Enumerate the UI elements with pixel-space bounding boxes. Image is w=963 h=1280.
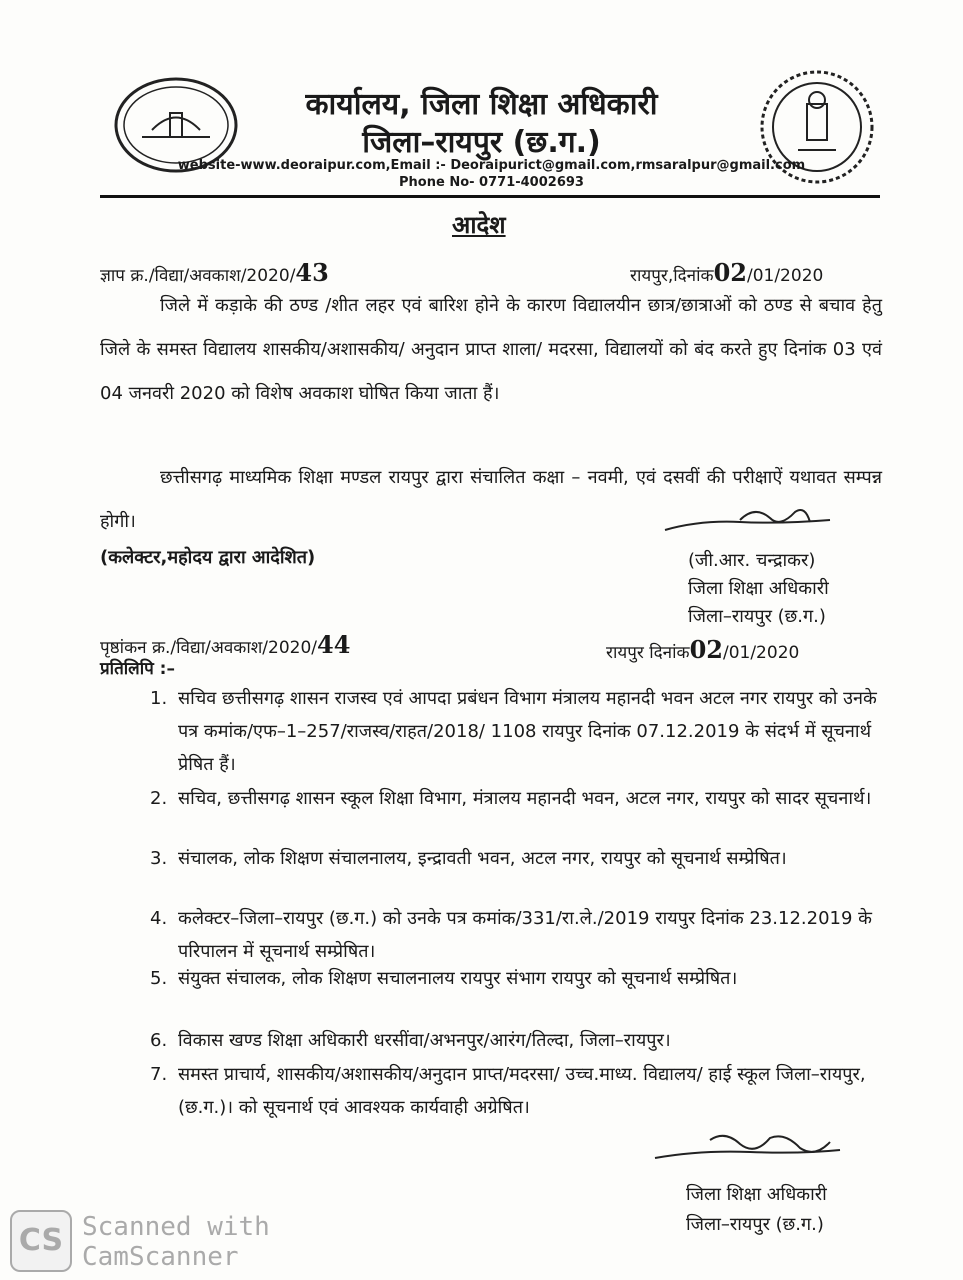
- list-item: [150, 1024, 880, 1057]
- list-item-number: 7.: [150, 1064, 168, 1085]
- list-item-number: 1.: [150, 688, 168, 709]
- list-item-text: समस्त प्राचार्य, शासकीय/अशासकीय/अनुदान प्राप्त/मदरसा/ उच्च.माध्य. विद्यालय/ हाई स्कूल जिला–रायपुर, (छ.ग.)। को सूचनार्थ एवं आवश्यक कार्यवाही अग्रेषित।: [178, 1064, 866, 1118]
- signatory-title: जिला शिक्षा अधिकारी: [688, 578, 829, 599]
- order-date-suffix: /01/2020: [746, 266, 824, 286]
- contact-line: website-www.deoraipur.com,Email :- Deoraipurict@gmail.com,rmsaralpur@gmail.com: [177, 158, 806, 173]
- camscanner-logo: CS: [10, 1210, 72, 1272]
- signature-2: [650, 1128, 850, 1172]
- signatory-district: जिला–रायपुर (छ.ग.): [688, 606, 826, 627]
- order-reference: [100, 258, 329, 287]
- list-item: [150, 902, 880, 968]
- endorsement-signatory-district: जिला–रायपुर (छ.ग.): [686, 1214, 824, 1235]
- endorsement-date-handwritten: 02: [689, 635, 723, 664]
- endorsement-date-prefix: रायपुर दिनांक: [606, 643, 690, 663]
- copy-label: प्रतिलिपि :–: [100, 659, 175, 679]
- list-item: [150, 1058, 880, 1124]
- endorsement-date-suffix: /01/2020: [722, 643, 800, 663]
- list-item: [150, 682, 880, 781]
- endorsement-reference-handwritten: 44: [317, 630, 351, 659]
- list-item-text: विकास खण्ड शिक्षा अधिकारी धरसींवा/अभनपुर/आरंग/तिल्दा, जिला–रायपुर।: [178, 1030, 671, 1051]
- signatory-name: (जी.आर. चन्द्राकर): [688, 550, 816, 571]
- list-item-number: 4.: [150, 908, 168, 929]
- office-title: कार्यालय, जिला शिक्षा अधिकारी: [305, 87, 658, 122]
- order-paragraph-1: जिले में कड़ाके की ठण्ड /शीत लहर एवं बारिश होने के कारण विद्यालयीन छात्र/छात्राओं को ठण्ड से बचाव हेतु जिले के समस्त विद्यालय शासकीय/अशासकीय/ अनुदान प्राप्त शाला/ मदरसा, विद्यालयों को बंद करते हुए दिनांक 03 एवं 04 जनवरी 2020 को विशेष अवकाश घोषित किया जाता हैं।: [100, 295, 882, 404]
- signature-1: [660, 500, 840, 549]
- order-paragraph-2: छत्तीसगढ़ माध्यमिक शिक्षा मण्डल रायपुर द्वारा संचालित कक्षा – नवमी, एवं दसवीं की परीक्षाऐं यथावत सम्पन्न होगी।: [100, 467, 882, 532]
- watermark-line-1: Scanned with: [82, 1212, 270, 1242]
- list-item-text: संचालक, लोक शिक्षण संचालनालय, इन्द्रावती भवन, अटल नगर, रायपुर को सूचनार्थ सम्प्रेषित।: [178, 848, 787, 869]
- endorsement-date: [606, 635, 799, 664]
- order-date: [630, 258, 823, 287]
- watermark-line-2: CamScanner: [82, 1242, 239, 1272]
- endorsement-reference-text: पृष्ठांकन क्र./विद्या/अवकाश/2020/: [100, 638, 318, 658]
- list-item-text: संयुक्त संचालक, लोक शिक्षण सचालनालय रायपुर संभाग रायपुर को सूचनार्थ सम्प्रेषित।: [178, 968, 738, 989]
- endorsement-signatory-title: जिला शिक्षा अधिकारी: [686, 1184, 827, 1205]
- list-item-text: सचिव छत्तीसगढ़ शासन राजस्व एवं आपदा प्रबंधन विभाग मंत्रालय महानदी भवन अटल नगर रायपुर को उनके पत्र कमांक/एफ–1–257/राजस्व/राहत/2018/ 1108 रायपुर दिनांक 07.12.2019 के संदर्भ में सूचनार्थ प्रेषित हैं।: [178, 688, 877, 775]
- order-date-prefix: रायपुर,दिनांक: [630, 266, 714, 286]
- list-item: [150, 782, 880, 815]
- endorsement-reference: [100, 630, 350, 659]
- order-reference-text: ज्ञाप क्र./विद्या/अवकाश/2020/: [100, 266, 296, 286]
- list-item-number: 5.: [150, 968, 168, 989]
- list-item: [150, 962, 880, 995]
- list-item-number: 2.: [150, 788, 168, 809]
- list-item-text: सचिव, छत्तीसगढ़ शासन स्कूल शिक्षा विभाग, मंत्रालय महानदी भवन, अटल नगर, रायपुर को सादर सूचनार्थ।: [178, 788, 872, 809]
- header-divider: [100, 195, 880, 198]
- list-item-number: 6.: [150, 1030, 168, 1051]
- phone-line: Phone No- 0771-4002693: [399, 175, 584, 190]
- office-district: जिला–रायपुर (छ.ग.): [362, 125, 601, 160]
- order-title: आदेश: [452, 211, 506, 239]
- order-reference-handwritten: 43: [295, 258, 329, 287]
- list-item-text: कलेक्टर–जिला–रायपुर (छ.ग.) को उनके पत्र कमांक/331/रा.ले./2019 रायपुर दिनांक 23.12.2019 के परिपालन में सूचनार्थ सम्प्रेषित।: [178, 908, 872, 962]
- list-item: [150, 842, 880, 875]
- list-item-number: 3.: [150, 848, 168, 869]
- ordered-by: (कलेक्टर,महोदय द्वारा आदेशित): [100, 547, 316, 568]
- order-date-handwritten: 02: [713, 258, 747, 287]
